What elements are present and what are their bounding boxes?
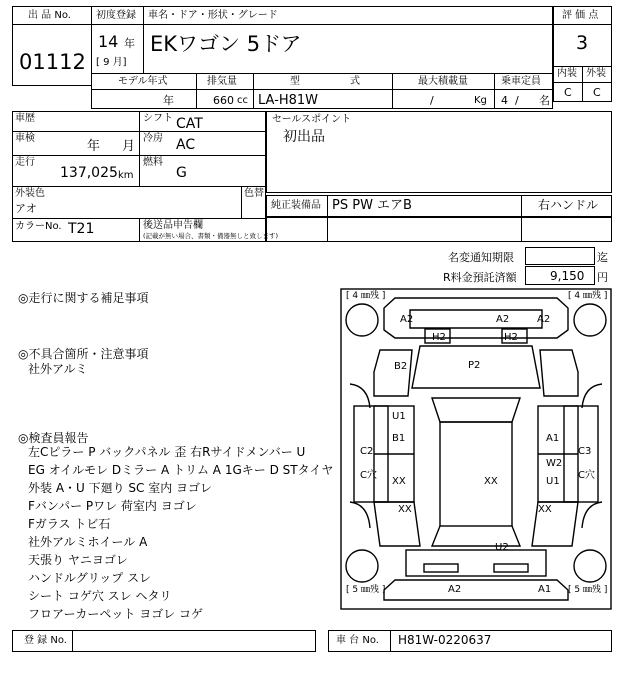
mark-xx-center: XX [484, 476, 498, 487]
mark-c-hole-right: C穴 [578, 470, 595, 481]
mark-c3: C3 [578, 446, 592, 457]
name-change-box [525, 247, 595, 265]
mark-u2: U2 [495, 542, 509, 553]
name-change-label: 名変通知期限 [448, 251, 514, 264]
shift-value: CAT [176, 116, 203, 132]
first-reg-year-unit: 年 [124, 37, 135, 50]
color-no-label: カラーNo. [15, 221, 62, 232]
inspector-line: 社外アルミホイール A [28, 535, 148, 549]
type-label-2: 式 [350, 76, 360, 87]
tire-front-right-depth: [ 4 ㎜残 ] [568, 291, 608, 301]
chassis-no: H81W-0220637 [398, 633, 492, 647]
sales-point-label: セールスポイント [272, 114, 352, 125]
lot-number: 01112 [19, 50, 86, 74]
mileage-unit: km [118, 170, 134, 181]
mark-b1: B1 [392, 433, 406, 444]
inspection-month-unit: 月 [122, 139, 136, 154]
type-value: LA-H81W [258, 93, 319, 108]
tire-front-left-icon [346, 304, 378, 336]
model-year-unit: 年 [163, 94, 174, 107]
mark-a2-rear: A2 [448, 584, 462, 595]
mark-w2: W2 [546, 458, 563, 469]
mark-a2-front-center: A2 [496, 314, 510, 325]
history-label: 車歴 [15, 113, 35, 124]
exterior-color-value: アオ [15, 202, 37, 215]
aftermarket-note: (記載が無い場合、書類・備器無しと致します) [143, 232, 279, 240]
tire-front-left-depth: [ 4 ㎜残 ] [346, 291, 386, 301]
aftermarket-label: 後送品申告欄 [143, 220, 203, 231]
inspector-line: Fガラス トビ石 [28, 517, 111, 531]
exterior-label: 外装 [586, 68, 606, 79]
mark-c2: C2 [360, 446, 374, 457]
equipment-label: 純正装備品 [271, 200, 321, 211]
shift-label: シフト [143, 113, 173, 124]
name-change-unit: 迄 [597, 251, 608, 264]
tire-rear-right-depth: [ 5 ㎜残 ] [568, 585, 608, 595]
sales-point-value: 初出品 [283, 129, 325, 145]
tire-rear-right-icon [574, 550, 606, 582]
defect-line: 社外アルミ [28, 362, 88, 376]
repaint-label: 色替 [244, 188, 264, 199]
defects-list [28, 360, 88, 378]
inspector-line: Fバンパー Pワレ 荷室内 ヨゴレ [28, 499, 197, 513]
type-label: 型 [290, 76, 300, 87]
first-reg-month: [ 9 月] [96, 57, 127, 68]
interior-label: 内装 [557, 68, 577, 79]
mark-h2-right: H2 [504, 332, 518, 343]
mark-b2: B2 [394, 361, 408, 372]
inspector-line: EG オイルモレ Dミラー A トリム A 1Gキー D STタイヤ [28, 463, 334, 477]
mark-p2: P2 [468, 360, 481, 371]
score-label: 評 価 点 [562, 10, 599, 21]
interior-grade: C [564, 86, 572, 99]
car-damage-diagram [340, 288, 612, 610]
mark-xx-left-door: XX [392, 476, 406, 487]
model-year-label: モデル年式 [118, 76, 168, 87]
inspection-label: 車検 [15, 133, 35, 144]
recycle-value: 9,150 [550, 269, 585, 283]
defects-title: ◎不具合箇所・注意事項 [18, 347, 149, 361]
reg-no-label: 登 録 No. [24, 635, 67, 646]
inspection-year-unit: 年 [87, 139, 101, 154]
max-load-value: / [430, 94, 434, 107]
mark-a2-front-left: A2 [400, 314, 414, 325]
inspector-line: シート コゲ穴 スレ ヘタリ [28, 589, 172, 603]
exterior-color-label: 外装色 [15, 188, 45, 199]
inspector-line: フロアーカーペット ヨゴレ コゲ [28, 607, 204, 621]
mileage-label: 走行 [15, 157, 35, 168]
mark-h2-left: H2 [432, 332, 446, 343]
mark-a1-right: A1 [546, 433, 560, 444]
fuel-label: 燃料 [143, 157, 163, 168]
equipment-value: PS PW エアB [332, 198, 412, 213]
first-reg-year: 14 [98, 32, 119, 51]
lot-label: 出 品 No. [28, 10, 71, 21]
car-name: EKワゴン 5ドア [150, 32, 302, 56]
score-value: 3 [576, 32, 589, 54]
color-no-value: T21 [68, 221, 95, 237]
handle-value: 右ハンドル [538, 198, 599, 212]
capacity-unit: 名 [539, 94, 550, 107]
mark-xx-right-rear: XX [538, 504, 552, 515]
first-reg-label: 初度登録 [96, 10, 136, 21]
capacity-value: 4 [501, 94, 508, 107]
max-load-label: 最大積載量 [418, 76, 468, 87]
mark-a2-front-right: A2 [537, 314, 551, 325]
mark-u1-left: U1 [392, 411, 406, 422]
capacity-sep: / [515, 94, 519, 107]
inspector-line: ハンドルグリップ スレ [28, 571, 152, 585]
mileage-value: 137,025 [60, 165, 118, 181]
mark-a1-rear: A1 [538, 584, 552, 595]
displacement-unit: cc [237, 95, 248, 106]
inspector-line: 外装 A・U 下廻り SC 室内 ヨゴレ [28, 481, 213, 495]
car-name-label: 車名・ドア・形状・グレード [148, 10, 278, 21]
mark-u1-right: U1 [546, 476, 560, 487]
chassis-label: 車 台 No. [336, 635, 379, 646]
recycle-label: R料金預託済額 [443, 271, 517, 284]
aircon-value: AC [176, 137, 196, 153]
capacity-label: 乗車定員 [501, 76, 541, 87]
inspector-line: 左Cピラー P バックパネル 歪 右Rサイドメンバー U [28, 445, 306, 459]
inspector-line: 天張り ヤニヨゴレ [28, 553, 128, 567]
tire-rear-left-depth: [ 5 ㎜残 ] [346, 585, 386, 595]
recycle-unit: 円 [597, 271, 608, 284]
inspector-list [28, 443, 333, 623]
tire-front-right-icon [574, 304, 606, 336]
inspector-title: ◎検査員報告 [18, 431, 89, 445]
mark-c-hole-left: C穴 [360, 470, 377, 481]
aircon-label: 冷房 [143, 133, 163, 144]
tire-rear-left-icon [346, 550, 378, 582]
displacement-label: 排気量 [207, 76, 237, 87]
aftermarket-box-right [266, 217, 612, 242]
displacement-value: 660 [213, 94, 234, 107]
max-load-unit: Kg [474, 95, 487, 106]
driving-title: ◎走行に関する補足事項 [18, 291, 149, 305]
mark-xx-left-rear: XX [398, 504, 412, 515]
fuel-value: G [176, 165, 187, 181]
exterior-grade: C [593, 86, 601, 99]
